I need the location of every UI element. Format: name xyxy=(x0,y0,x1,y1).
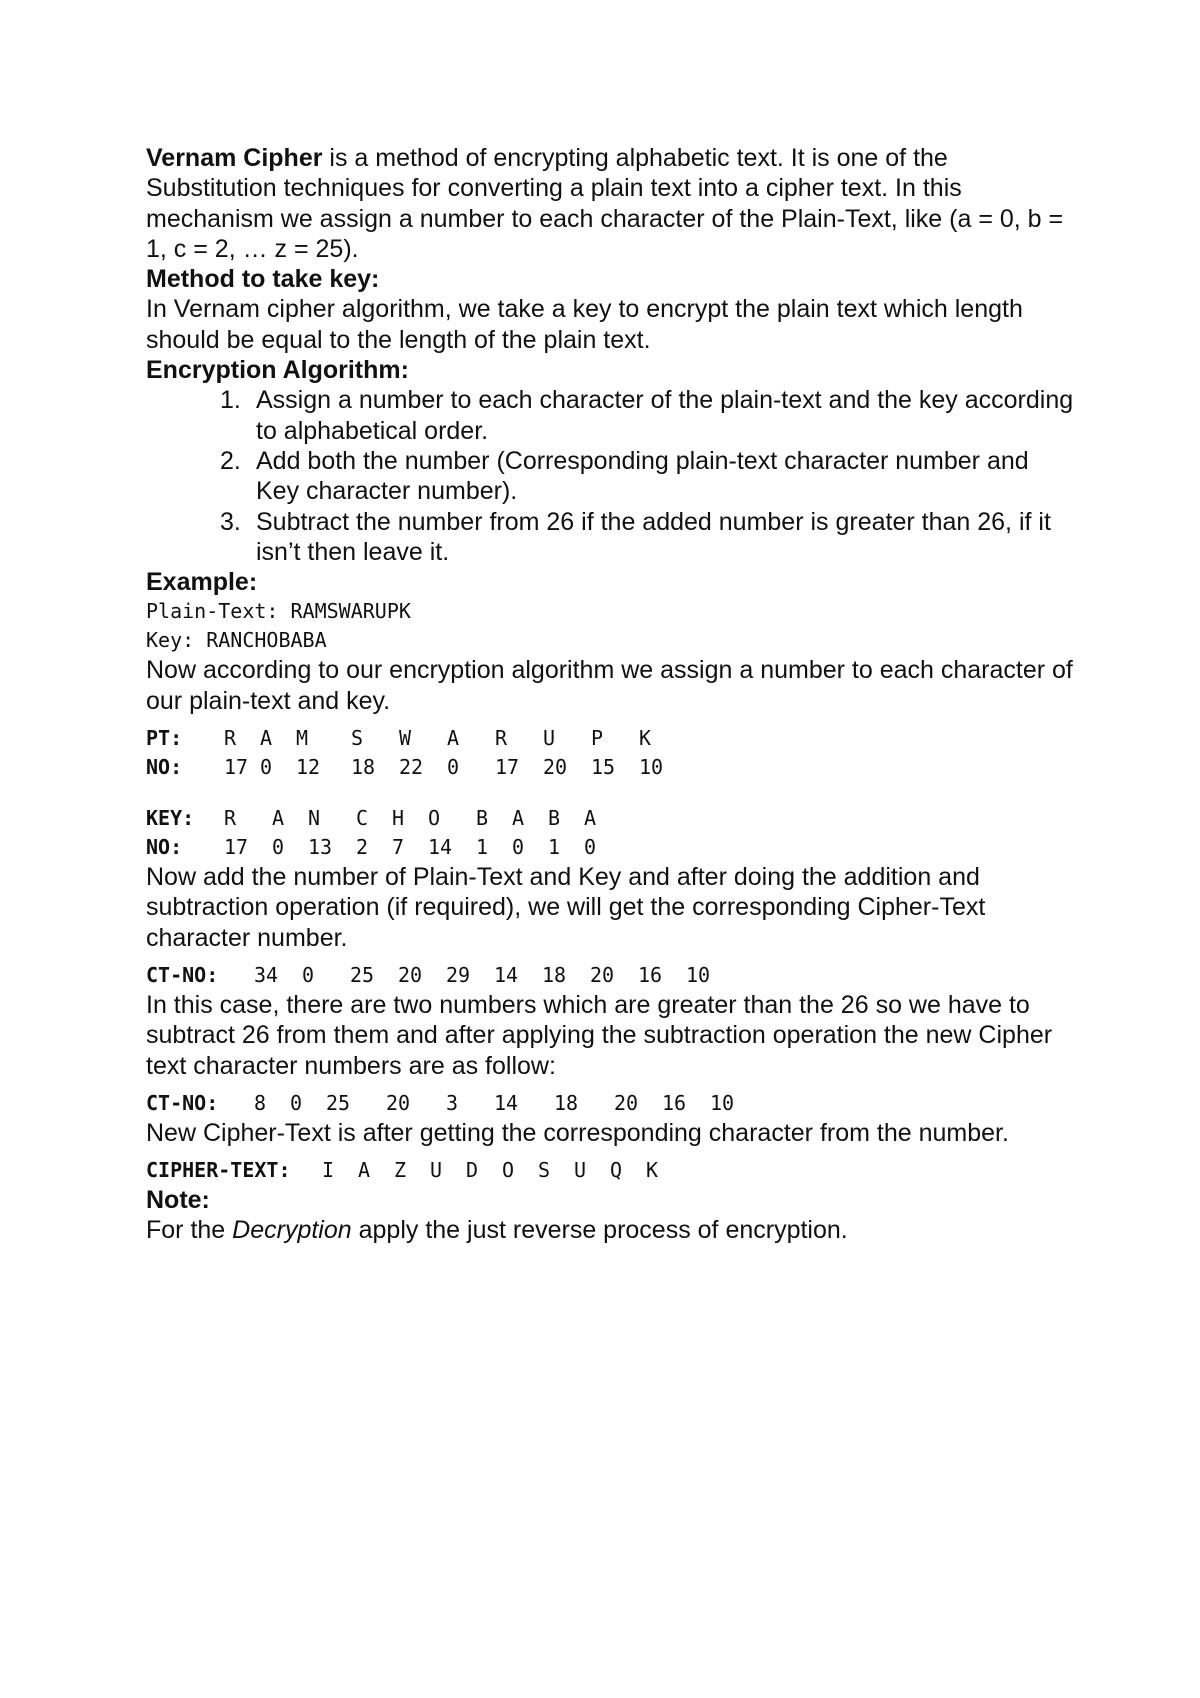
ct2-number: 3 xyxy=(446,1090,459,1115)
step-item xyxy=(220,507,1076,568)
key-letter: B xyxy=(476,806,489,831)
key-letter: A xyxy=(272,806,285,831)
intro-term: Vernam Cipher xyxy=(146,144,323,172)
key-value: RANCHOBABA xyxy=(206,628,327,653)
cipher-label: CIPHER-TEXT: xyxy=(146,1158,291,1183)
key-letter: R xyxy=(224,806,237,831)
pt-letter: W xyxy=(399,726,412,751)
key-letter: H xyxy=(392,806,405,831)
step-item xyxy=(220,385,1076,446)
pt-number: 17 xyxy=(224,755,249,780)
key-number: 17 xyxy=(224,835,249,860)
ct-label: CT-NO: xyxy=(146,962,219,987)
pt-letter: P xyxy=(591,726,604,751)
key-letter: A xyxy=(512,806,525,831)
pt-no-row xyxy=(146,753,1076,782)
ct2-number: 14 xyxy=(494,1090,519,1115)
step-item xyxy=(220,446,1076,507)
cipher-letter: Z xyxy=(394,1158,407,1183)
ct2-number: 20 xyxy=(614,1090,639,1115)
example-text-3: In this case, there are two numbers which are greater than the 26 so we have to subtract 26 from them and after applying the subtraction operation the new Cipher text character numbers are as follow: xyxy=(146,990,1053,1080)
key-letter: A xyxy=(584,806,597,831)
key-letter: C xyxy=(356,806,369,831)
pt-letter: R xyxy=(495,726,508,751)
pt-letter: S xyxy=(351,726,364,751)
ct-number: 0 xyxy=(302,962,315,987)
pt-number: 18 xyxy=(351,755,376,780)
ct-number: 14 xyxy=(494,962,519,987)
pt-number: 0 xyxy=(447,755,460,780)
intro-paragraph xyxy=(146,143,1076,264)
method-text: In Vernam cipher algorithm, we take a key to encrypt the plain text which length should be equal to the length of the plain text. xyxy=(146,295,1023,354)
example-text-1: Now according to our encryption algorithm we assign a number to each character of our plain-text and key. xyxy=(146,656,1073,715)
key-letter: N xyxy=(308,806,321,831)
ct-number: 25 xyxy=(350,962,375,987)
example-heading: Example: xyxy=(146,568,258,597)
plain-text-value: RAMSWARUPK xyxy=(290,599,411,624)
ct2-row xyxy=(146,1089,1076,1118)
cipher-letter: O xyxy=(502,1158,515,1183)
cipher-row xyxy=(146,1156,1076,1185)
ct-number: 16 xyxy=(638,962,663,987)
ct2-number: 16 xyxy=(662,1090,687,1115)
key-number: 0 xyxy=(584,835,597,860)
key-no-row xyxy=(146,833,1076,862)
key-letter: B xyxy=(548,806,561,831)
key-number: 0 xyxy=(512,835,525,860)
document-page xyxy=(146,143,1076,1246)
cipher-letter: U xyxy=(430,1158,443,1183)
ct2-number: 18 xyxy=(554,1090,579,1115)
pt-letter: M xyxy=(296,726,309,751)
ct-number: 10 xyxy=(686,962,711,987)
pt-number: 10 xyxy=(639,755,664,780)
cipher-letters xyxy=(322,1156,682,1185)
cipher-letter: I xyxy=(322,1158,335,1183)
note-text xyxy=(146,1215,1076,1245)
key-number: 1 xyxy=(548,835,561,860)
key-number: 2 xyxy=(356,835,369,860)
ct-number: 20 xyxy=(590,962,615,987)
cipher-letter: K xyxy=(646,1158,659,1183)
note-prefix: For the xyxy=(146,1216,233,1245)
ct2-label: CT-NO: xyxy=(146,1090,219,1115)
cipher-letter: U xyxy=(574,1158,587,1183)
pt-label: PT: xyxy=(146,726,183,751)
key-number: 0 xyxy=(272,835,285,860)
key-numbers xyxy=(224,833,620,862)
ct-number: 34 xyxy=(254,962,279,987)
plain-text-line xyxy=(146,597,1076,626)
key-number: 1 xyxy=(476,835,489,860)
ct2-number: 25 xyxy=(326,1090,351,1115)
key-letter: O xyxy=(428,806,441,831)
key-no-label: NO: xyxy=(146,835,183,860)
key-number: 13 xyxy=(308,835,333,860)
plain-text-label: Plain-Text: xyxy=(146,599,279,624)
cipher-letter: S xyxy=(538,1158,551,1183)
pt-letter: A xyxy=(447,726,460,751)
pt-row xyxy=(146,724,1076,753)
pt-numbers xyxy=(224,753,675,782)
encryption-steps xyxy=(146,385,1076,567)
method-heading: Method to take key: xyxy=(146,265,380,294)
ct-numbers xyxy=(254,961,722,990)
ct-number: 20 xyxy=(398,962,423,987)
encryption-heading: Encryption Algorithm: xyxy=(146,356,409,385)
ct2-numbers xyxy=(254,1089,746,1118)
key-label: Key: xyxy=(146,628,195,653)
step-number: 1. xyxy=(220,386,241,415)
pt-no-label: NO: xyxy=(146,755,183,780)
pt-number: 22 xyxy=(399,755,424,780)
ct2-number: 10 xyxy=(710,1090,735,1115)
ct-number: 29 xyxy=(446,962,471,987)
pt-number: 17 xyxy=(495,755,520,780)
step-number: 2. xyxy=(220,446,241,475)
key-line xyxy=(146,626,1076,655)
pt-letter: K xyxy=(639,726,652,751)
cipher-letter: Q xyxy=(610,1158,623,1183)
key-row-label: KEY: xyxy=(146,806,195,831)
note-suffix: apply the just reverse process of encryption. xyxy=(351,1216,848,1245)
step-text: Add both the number (Corresponding plain-text character number and Key character number). xyxy=(256,446,1029,506)
pt-letter: R xyxy=(224,726,237,751)
pt-letters xyxy=(224,724,675,753)
ct-number: 18 xyxy=(542,962,567,987)
example-text-4: New Cipher-Text is after getting the corresponding character from the number. xyxy=(146,1118,1009,1147)
step-text: Assign a number to each character of the plain-text and the key according to alphabetical order. xyxy=(256,386,1074,445)
example-text-2: Now add the number of Plain-Text and Key and after doing the addition and subtraction operation (if required), we will get the corresponding Cipher-Text character number. xyxy=(146,863,986,952)
ct2-number: 20 xyxy=(386,1090,411,1115)
ct-row xyxy=(146,961,1076,990)
cipher-letter: D xyxy=(466,1158,479,1183)
pt-number: 20 xyxy=(543,755,568,780)
intro-text: is a method of encrypting alphabetic text. It is one of the Substitution techniques for converting a plain text into a cipher text. In this mechanism we assign a number to each character of the Plain-Text, like (a = 0, b = 1, c = 2, … z = 25). xyxy=(146,144,1064,263)
key-number: 7 xyxy=(392,835,405,860)
ct2-number: 8 xyxy=(254,1090,267,1115)
pt-letter: U xyxy=(543,726,556,751)
cipher-letter: A xyxy=(358,1158,371,1183)
key-row xyxy=(146,804,1076,833)
step-text: Subtract the number from 26 if the added number is greater than 26, if it isn’t then leave it. xyxy=(256,507,1051,566)
note-heading: Note: xyxy=(146,1186,210,1215)
pt-number: 15 xyxy=(591,755,616,780)
pt-number: 0 xyxy=(260,755,273,780)
step-number: 3. xyxy=(220,507,241,536)
key-number: 14 xyxy=(428,835,453,860)
note-emphasis: Decryption xyxy=(232,1216,352,1245)
pt-letter: A xyxy=(260,726,273,751)
key-letters xyxy=(224,804,620,833)
pt-number: 12 xyxy=(296,755,321,780)
ct2-number: 0 xyxy=(290,1090,303,1115)
